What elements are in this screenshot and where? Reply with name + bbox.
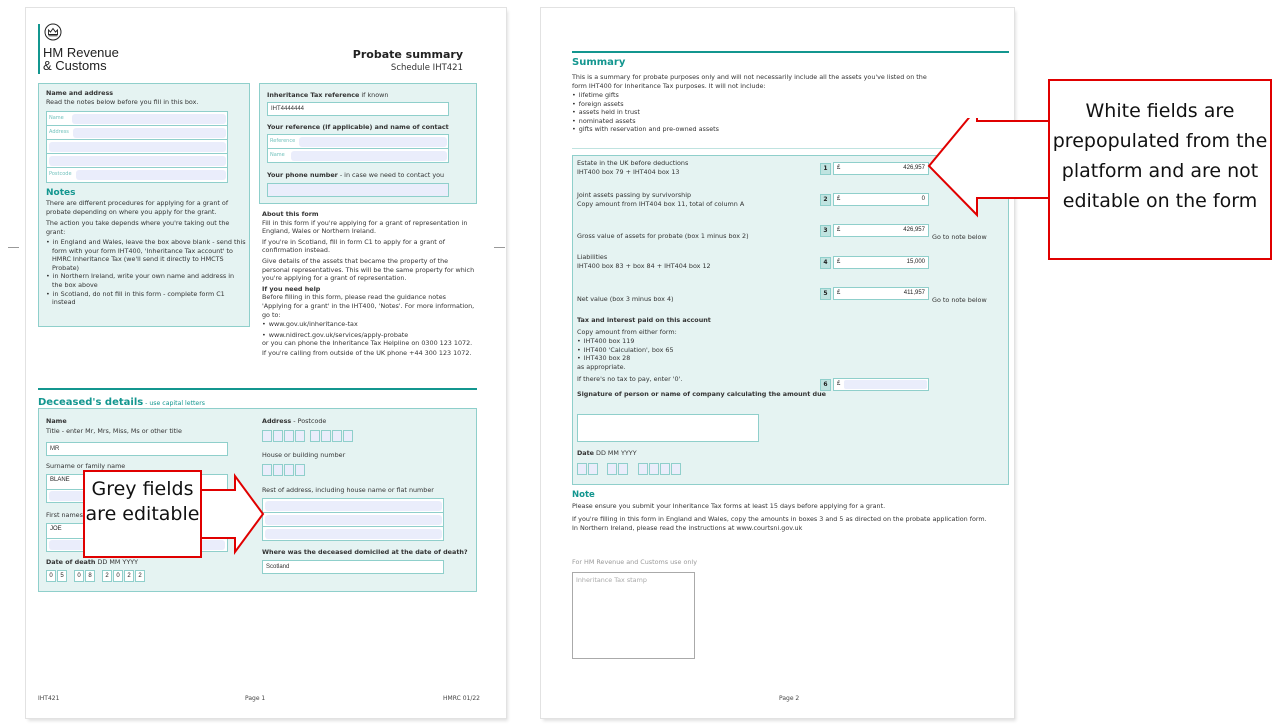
notes-para-2: The action you take depends where you're taking out the grant: (46, 219, 230, 236)
notes-para-1: There are different procedures for applying for a grant of probate depending on where you apply for the grant. (46, 199, 229, 216)
form-title: Probate summary (352, 48, 463, 61)
postcode-cell[interactable] (284, 430, 294, 442)
date-cell[interactable] (577, 463, 587, 475)
reference-row: Reference (268, 135, 448, 149)
rest-address-row (263, 527, 443, 541)
name-address-panel (38, 83, 250, 327)
box-1-description: Estate in the UK before deductions IHT400 box 79 + IHT404 box 13 (577, 159, 689, 176)
dod-label: Date of death DD MM YYYY (46, 558, 139, 566)
summary-intro: This is a summary for probate purposes only and will not necessarily include all the assets you've listed on the form IHT400 for Inheritance Tax purposes. It will not include: (572, 73, 927, 90)
date-cell[interactable] (638, 463, 648, 475)
about-heading: About this form (262, 210, 319, 218)
note-para-2: If you're filling in this form in England and Wales, copy the amounts in boxes 3 and 5 as directed on the probate application form. (572, 515, 987, 523)
name-address-group (46, 111, 228, 183)
name-address-instruction: Read the notes below before you fill in this box. (46, 98, 199, 106)
phone-input[interactable] (267, 183, 449, 197)
notes-bullet: • in Scotland, do not fill in this form - complete form C1 instead (46, 290, 246, 307)
house-number-label: House or building number (262, 451, 346, 459)
box-2-description: Joint assets passing by survivorship Copy amount from IHT404 box 11, total of column A (577, 191, 745, 208)
name-row: Name (47, 112, 227, 126)
summary-bullet: • gifts with reservation and pre-owned assets (572, 125, 719, 134)
house-number-cell[interactable] (273, 464, 283, 476)
name-input[interactable] (72, 114, 226, 124)
box-1-field: £ 426,957 (833, 162, 929, 175)
dod-digit: 2 (102, 570, 112, 582)
firstnames-field: JOE (50, 526, 62, 532)
footer-page-number: Page 2 (779, 695, 800, 702)
box-4-field: £ 15,000 (833, 256, 929, 269)
signature-field (577, 414, 759, 442)
about-section (262, 210, 477, 358)
dod-digit: 2 (135, 570, 145, 582)
dod-digit: 0 (113, 570, 123, 582)
date-cell[interactable] (660, 463, 670, 475)
date-label: Date DD MM YYYY (577, 449, 637, 457)
summary-bullet: • foreign assets (572, 100, 719, 109)
rest-address-input-1[interactable] (265, 501, 442, 511)
tax-bullets (577, 337, 674, 363)
postcode-cell[interactable] (321, 430, 331, 442)
date-cell[interactable] (607, 463, 617, 475)
help-link-gov[interactable]: • www.gov.uk/inheritance-tax (262, 320, 477, 329)
footer-page-number: Page 1 (245, 695, 266, 702)
tax-bullet: • IHT400 box 119 (577, 337, 674, 346)
surname-label: Surname or family name (46, 462, 126, 470)
notes-bullets (46, 238, 246, 307)
tax-stamp-label: Inheritance Tax stamp (576, 576, 647, 584)
crown-icon (44, 23, 62, 41)
help-overseas-line: If you're calling from outside of the UK phone +44 300 123 1072. (262, 348, 472, 357)
name-address-heading: Name and address (46, 89, 114, 97)
postcode-cell[interactable] (262, 430, 272, 442)
summary-bullet: • lifetime gifts (572, 91, 719, 100)
grey-fields-callout: Grey fields are editable (83, 470, 202, 558)
deceased-heading: Deceased's details - use capital letters (38, 397, 206, 408)
logo-line-1: HM Revenue (43, 45, 119, 60)
footer-form-code: IHT421 (38, 695, 60, 702)
title-field: MR (46, 442, 228, 456)
section-rule (572, 51, 1009, 53)
date-cell[interactable] (649, 463, 659, 475)
reference-panel (259, 83, 477, 204)
about-para-1: Fill in this form if you're applying for a grant of representation in England, Wales or Northern Ireland. (262, 218, 468, 236)
logo-line-2: & Customs (43, 58, 107, 73)
box-6-number: 6 (820, 379, 831, 391)
address-row-3 (47, 154, 227, 168)
dod-digit: 0 (74, 570, 84, 582)
fold-mark (8, 247, 19, 248)
postcode-cell[interactable] (343, 430, 353, 442)
tax-heading: Tax and interest paid on this account (577, 316, 711, 324)
phone-label: Your phone number - in case we need to contact you (267, 171, 445, 179)
box-3-note: Go to note below (932, 233, 987, 241)
box-3-field: £ 426,957 (833, 224, 929, 237)
tax-stamp-box (572, 572, 695, 659)
note-para-1: Please ensure you submit your Inheritance Tax forms at least 15 days before applying for a grant. (572, 502, 886, 510)
postcode-input[interactable] (76, 170, 226, 180)
contact-name-input[interactable] (291, 151, 447, 161)
tax-no-tax-note: If there's no tax to pay, enter '0'. (577, 375, 683, 383)
date-cell[interactable] (671, 463, 681, 475)
notes-bullet: • in Northern Ireland, write your own name and address in the box above (46, 272, 246, 289)
rest-address-label: Rest of address, including house name or flat number (262, 486, 434, 494)
white-fields-callout: White fields are prepopulated from the platform and are not editable on the form (1048, 79, 1272, 260)
rest-address-row (263, 513, 443, 527)
box-3-description: Gross value of assets for probate (box 1 minus box 2) (577, 232, 749, 240)
title-label: Title - enter Mr, Mrs, Miss, Ms or other title (46, 427, 182, 435)
form-page-2 (541, 8, 1014, 718)
your-reference-group (267, 134, 449, 163)
firstnames-label: First names (46, 511, 83, 519)
box-4-description: Liabilities IHT400 box 83 + box 84 + IHT404 box 12 (577, 253, 711, 270)
house-number-cell[interactable] (284, 464, 294, 476)
dod-digit: 8 (85, 570, 95, 582)
box-2-number: 2 (820, 194, 831, 206)
tax-as-appropriate: as appropriate. (577, 363, 626, 371)
notes-bullet: • in England and Wales, leave the box above blank - send this form with your form IHT400, 'Inheritance Tax account' to HMRC Inheritance Tax (we'll send it directly to HMCTS Probate) (46, 238, 246, 272)
logo-bar (38, 24, 40, 74)
box-5-note: Go to note below (932, 296, 987, 304)
help-phone-line: or you can phone the Inheritance Tax Helpline on 0300 123 1072. (262, 339, 473, 348)
box-4-number: 4 (820, 257, 831, 269)
your-reference-heading: Your reference (if applicable) and name of contact (267, 123, 449, 131)
summary-bullet: • assets held in trust (572, 108, 719, 117)
address-row-1: Address (47, 126, 227, 140)
help-link-nidirect[interactable]: • www.nidirect.gov.uk/services/apply-probate (262, 331, 477, 340)
address-input-1[interactable] (73, 128, 226, 138)
box-2-field: £ 0 (833, 193, 929, 206)
box-5-number: 5 (820, 288, 831, 300)
postcode-cell[interactable] (273, 430, 283, 442)
house-number-cell[interactable] (295, 464, 305, 476)
about-para-2: If you're in Scotland, fill in form C1 to apply for a grant of confirmation instead. (262, 237, 445, 255)
postcode-row: Postcode (47, 168, 227, 182)
form-subtitle: Schedule IHT421 (390, 63, 463, 73)
summary-bullets (572, 91, 719, 134)
dod-digit: 0 (46, 570, 56, 582)
rest-address-group (262, 498, 444, 541)
contact-name-row: Name (268, 149, 448, 163)
summary-bullet: • nominated assets (572, 117, 719, 126)
name-heading: Name (46, 417, 67, 425)
box-6-input[interactable]: £ (833, 378, 929, 391)
reference-input[interactable] (299, 137, 447, 147)
tax-bullet: • IHT430 box 28 (577, 354, 674, 363)
form-page-1 (26, 8, 506, 718)
tax-bullet: • IHT400 'Calculation', box 65 (577, 346, 674, 355)
postcode-cell[interactable] (310, 430, 320, 442)
signature-label: Signature of person or name of company calculating the amount due (577, 390, 826, 398)
domicile-label: Where was the deceased domiciled at the date of death? (262, 548, 468, 556)
section-rule (38, 388, 477, 390)
box-3-number: 3 (820, 225, 831, 237)
domicile-field: Scotland (262, 560, 444, 574)
dod-digit: 2 (124, 570, 134, 582)
rest-address-input-3[interactable] (265, 529, 442, 539)
white-callout-arrow (925, 118, 1050, 218)
address-postcode-label: Address - Postcode (262, 417, 327, 425)
help-para-1: Before filling in this form, please read the guidance notes 'Applying for a grant' in the IHT400, 'Notes'. For more information, go to: (262, 293, 475, 319)
address-row-2 (47, 140, 227, 154)
iht-reference-field: IHT4444444 (267, 102, 449, 116)
date-cell[interactable] (588, 463, 598, 475)
note-para-3: In Northern Ireland, please read the instructions at www.courtsni.gov.uk (572, 524, 803, 532)
box-1-number: 1 (820, 163, 831, 175)
iht-ref-label: Inheritance Tax reference if known (267, 91, 389, 99)
fold-mark (494, 247, 505, 248)
address-input-3[interactable] (49, 156, 226, 166)
footer-version: HMRC 01/22 (443, 695, 480, 702)
summary-heading: Summary (572, 57, 626, 68)
box-5-description: Net value (box 3 minus box 4) (577, 295, 674, 303)
box-5-field: £ 411,957 (833, 287, 929, 300)
postcode-cell[interactable] (295, 430, 305, 442)
hmrc-use-label: For HM Revenue and Customs use only (572, 558, 697, 566)
about-para-3: Give details of the assets that became the property of the personal representatives. This will be the same property for which you're applying for a grant of representation. (262, 256, 475, 283)
rest-address-row (263, 499, 443, 513)
rest-address-input-2[interactable] (265, 515, 442, 525)
surname-field: BLANE (50, 477, 70, 483)
notes-heading: Notes (46, 188, 76, 198)
note-heading: Note (572, 490, 595, 500)
dod-digit: 5 (57, 570, 67, 582)
date-cell[interactable] (618, 463, 628, 475)
address-input-2[interactable] (49, 142, 226, 152)
tax-copy-label: Copy amount from either form: (577, 328, 677, 336)
help-heading: If you need help (262, 284, 321, 293)
postcode-cell[interactable] (332, 430, 342, 442)
